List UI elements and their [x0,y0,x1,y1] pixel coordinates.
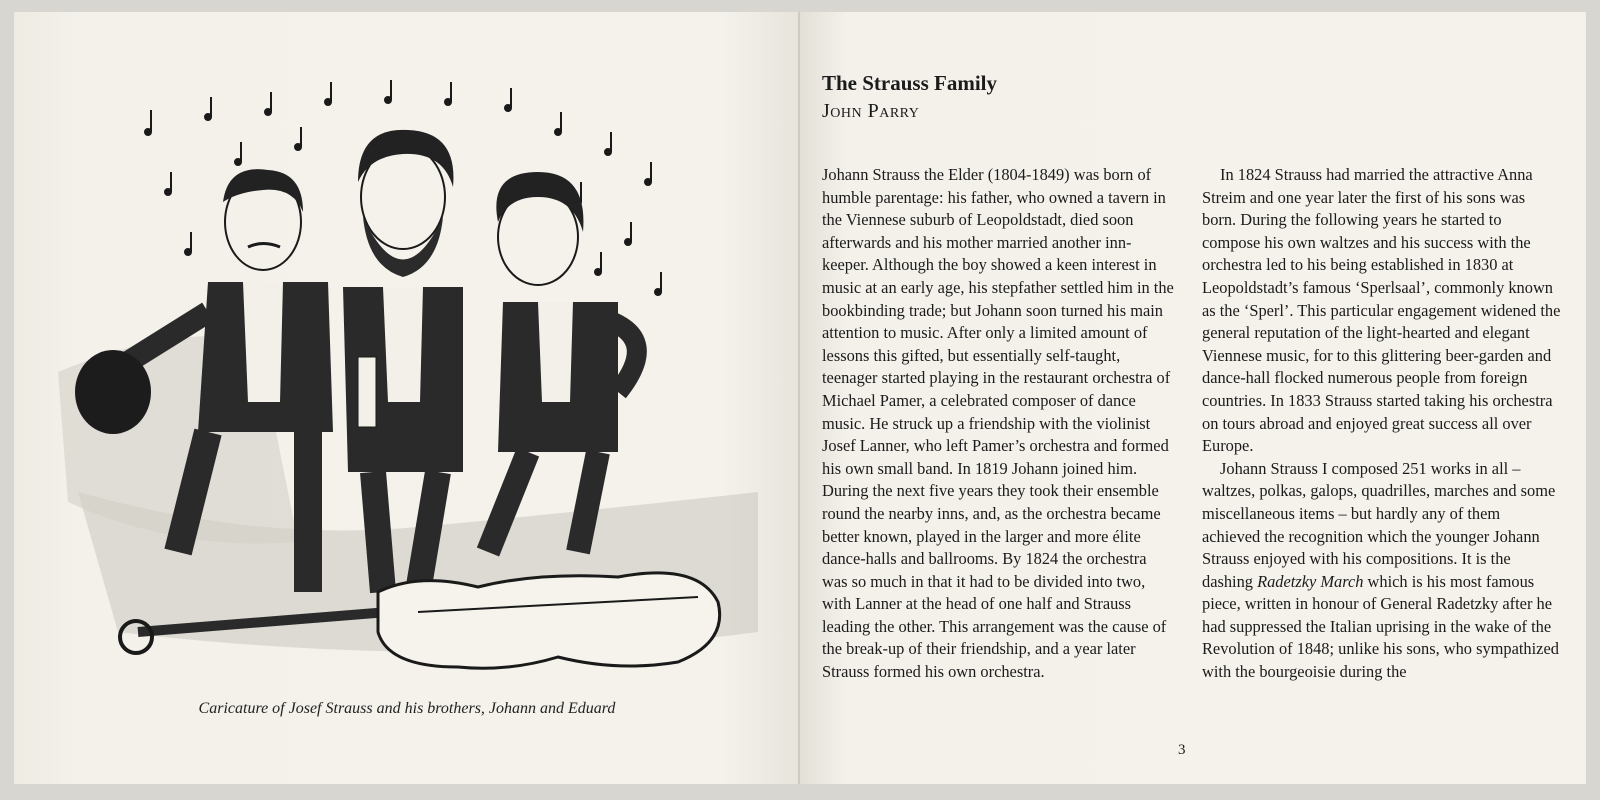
text-column-2 [1202,164,1562,684]
work-title: Radetzky March [1257,571,1364,591]
figure-right [488,172,637,552]
text-column-1 [822,164,1174,684]
paragraph: In 1824 Strauss had married the attractive Anna Streim and one year later the first of his sons was born. During the following years he started to compose his own waltzes and his success with the orchestra led to his being established in 1830 at Leopoldstadt’s famous ‘Sperlsaal’, commonly known as the ‘Sperl’. This particular engagement widened the general reputation of the light-hearted and elegant Viennese music, for to this glittering beer-garden and dance-hall flocked numerous people from foreign countries. In 1833 Strauss started taking his orchestra on tours abroad and enjoyed great success all over Europe. [1202,165,1561,456]
left-page [14,12,800,784]
paragraph: Johann Strauss the Elder (1804-1849) was born of humble parentage: his father, who owned a tavern in the Viennese suburb of Leopoldstadt, died soon afterwards and his mother married another inn-keeper. Although the boy showed a keen interest in music at an early age, his stepfather settled him in the bookbinding trade; but Johann soon turned his main attention to music. After only a limited amount of lessons this gifted, but essentially self-taught, teenager started playing in the restaurant orchestra of Michael Pamer, a celebrated composer of dance music. He struck up a friendship with the violinist Josef Lanner, who left Pamer’s orchestra and formed his own small band. In 1819 Johann joined him. During the next five years they took their ensemble round the nearby inns, and, as the orchestra became better known, played in the larger and more élite dance-halls and ballrooms. By 1824 the orchestra was so much in that it had to be divided into two, with Lanner at the head of one half and Strauss leading the other. This arrangement was the cause of the break-up of their friendship, and a year later Strauss formed his own orchestra. [822,165,1174,682]
caricature-illustration [58,72,768,692]
title-block [822,70,997,124]
booklet-spread [14,12,1586,784]
illustration-caption: Caricature of Josef Strauss and his brothers, Johann and Eduard [198,700,616,717]
paragraph-text: Johann Strauss I composed 251 works in all – waltzes, polkas, galops, quadrilles, marches and some miscellaneous items – but hardly any of them achieved the recognition which the younger Johann Strauss enjoyed with his compositions. It is the dashing [1202,458,1556,591]
right-page [800,12,1586,784]
paragraph-text: which is his most famous piece, written in honour of General Radetzky after he had suppressed the Italian uprising in the wake of the Revolution of 1848; unlike his sons, who sympathized with the bourgeoisie during the [1202,571,1559,682]
page-title: The Strauss Family [822,71,998,95]
page-number: 3 [1178,742,1186,758]
figure-middle [343,130,463,592]
author-name: John Parry [822,100,920,122]
paragraph [1202,458,1562,684]
